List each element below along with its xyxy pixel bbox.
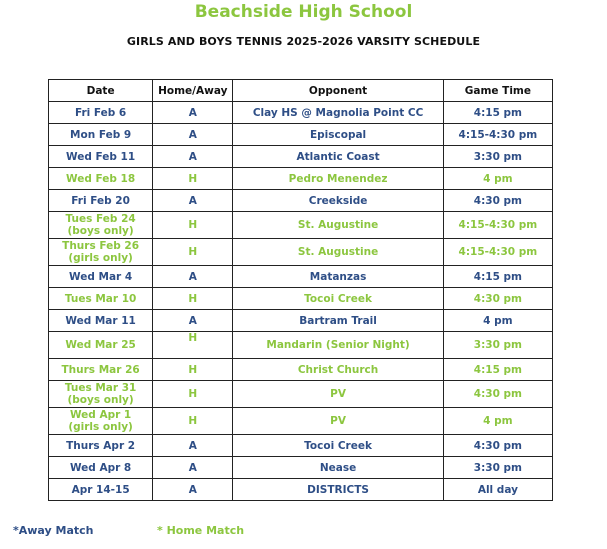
home-away-cell: H <box>153 332 233 359</box>
schedule-body <box>49 102 553 501</box>
home-away-cell: H <box>153 381 233 408</box>
table-row <box>49 102 553 124</box>
opponent-cell: Mandarin (Senior Night) <box>233 332 443 359</box>
table-row <box>49 435 553 457</box>
opponent-cell: Tocoi Creek <box>233 288 443 310</box>
opponent-cell: Atlantic Coast <box>233 146 443 168</box>
date-text: Thurs Apr 2 <box>66 439 136 452</box>
home-away-cell: A <box>153 457 233 479</box>
game-time-cell: 3:30 pm <box>443 457 552 479</box>
game-time-cell: 3:30 pm <box>443 146 552 168</box>
date-cell <box>49 288 153 310</box>
game-time-cell: 4:30 pm <box>443 435 552 457</box>
date-text: Tues Feb 24 <box>65 213 136 225</box>
game-time-cell: 3:30 pm <box>443 332 552 359</box>
date-cell <box>49 479 153 501</box>
home-away-cell: A <box>153 479 233 501</box>
date-cell <box>49 359 153 381</box>
date-cell <box>49 190 153 212</box>
table-row <box>49 332 553 359</box>
date-note: (girls only) <box>68 252 133 264</box>
date-text: Fri Feb 20 <box>71 194 130 207</box>
opponent-cell: Nease <box>233 457 443 479</box>
home-away-cell: H <box>153 168 233 190</box>
column-header-game-time: Game Time <box>443 80 552 102</box>
date-text: Tues Mar 10 <box>64 292 137 305</box>
date-text: Wed Mar 4 <box>69 270 133 283</box>
date-text: Thurs Mar 26 <box>61 363 140 376</box>
date-cell <box>49 381 153 408</box>
date-note: (boys only) <box>67 225 134 237</box>
home-away-cell: A <box>153 266 233 288</box>
date-cell <box>49 332 153 359</box>
opponent-cell: Tocoi Creek <box>233 435 443 457</box>
date-cell <box>49 435 153 457</box>
game-time-cell: All day <box>443 479 552 501</box>
game-time-cell: 4:15-4:30 pm <box>443 212 552 239</box>
date-text: Thurs Feb 26 <box>62 240 140 252</box>
date-text: Wed Apr 8 <box>69 461 132 474</box>
game-time-cell: 4:15 pm <box>443 266 552 288</box>
column-header-opponent: Opponent <box>233 80 443 102</box>
opponent-cell: DISTRICTS <box>233 479 443 501</box>
table-row <box>49 408 553 435</box>
table-row <box>49 479 553 501</box>
table-row <box>49 190 553 212</box>
column-header-home-away: Home/Away <box>153 80 233 102</box>
game-time-cell: 4:15 pm <box>443 359 552 381</box>
date-text: Fri Feb 6 <box>74 106 127 119</box>
home-away-cell: A <box>153 102 233 124</box>
column-header-date: Date <box>49 80 153 102</box>
table-row <box>49 381 553 408</box>
date-cell <box>49 239 153 266</box>
home-away-cell: H <box>153 408 233 435</box>
game-time-cell: 4:15 pm <box>443 102 552 124</box>
legend-home: * Home Match <box>157 524 245 537</box>
home-away-cell: H <box>153 212 233 239</box>
home-away-cell: A <box>153 190 233 212</box>
home-away-cell: H <box>153 359 233 381</box>
table-row <box>49 146 553 168</box>
opponent-cell: St. Augustine <box>233 239 443 266</box>
date-text: Apr 14-15 <box>71 483 130 496</box>
game-time-cell: 4:30 pm <box>443 190 552 212</box>
table-row <box>49 266 553 288</box>
table-row <box>49 310 553 332</box>
opponent-cell: Episcopal <box>233 124 443 146</box>
opponent-cell: Creekside <box>233 190 443 212</box>
school-title: Beachside High School <box>194 2 413 22</box>
date-note: (girls only) <box>68 421 133 433</box>
opponent-cell: Clay HS @ Magnolia Point CC <box>233 102 443 124</box>
table-row <box>49 124 553 146</box>
date-text: Wed Mar 11 <box>65 314 136 327</box>
game-time-cell: 4 pm <box>443 310 552 332</box>
date-text: Wed Feb 18 <box>66 172 136 185</box>
date-text: Wed Mar 25 <box>65 339 136 351</box>
table-row <box>49 168 553 190</box>
home-away-cell: H <box>153 239 233 266</box>
date-cell <box>49 124 153 146</box>
home-away-cell: A <box>153 124 233 146</box>
table-row <box>49 288 553 310</box>
home-away-cell: A <box>153 435 233 457</box>
schedule-subtitle: GIRLS AND BOYS TENNIS 2025-2026 VARSITY SCHEDULE <box>126 35 481 48</box>
game-time-cell: 4:15-4:30 pm <box>443 124 552 146</box>
table-row <box>49 359 553 381</box>
date-cell <box>49 408 153 435</box>
date-text: Wed Apr 1 <box>69 409 132 421</box>
opponent-cell: Bartram Trail <box>233 310 443 332</box>
opponent-cell: PV <box>233 381 443 408</box>
opponent-cell: Christ Church <box>233 359 443 381</box>
date-cell <box>49 310 153 332</box>
opponent-cell: Matanzas <box>233 266 443 288</box>
table-row <box>49 457 553 479</box>
table-row <box>49 239 553 266</box>
date-note: (boys only) <box>67 394 134 406</box>
legend-away: *Away Match <box>13 524 94 537</box>
opponent-cell: PV <box>233 408 443 435</box>
game-time-cell: 4 pm <box>443 408 552 435</box>
date-text: Tues Mar 31 <box>64 382 137 394</box>
home-away-cell: A <box>153 146 233 168</box>
game-time-cell: 4:30 pm <box>443 288 552 310</box>
table-header-row <box>49 80 553 102</box>
game-time-cell: 4 pm <box>443 168 552 190</box>
home-away-cell: A <box>153 310 233 332</box>
schedule-table <box>48 79 553 501</box>
opponent-cell: Pedro Menendez <box>233 168 443 190</box>
date-cell <box>49 102 153 124</box>
date-cell <box>49 212 153 239</box>
home-away-cell: H <box>153 288 233 310</box>
date-cell <box>49 457 153 479</box>
date-text: Mon Feb 9 <box>70 128 132 141</box>
date-cell <box>49 168 153 190</box>
date-cell <box>49 266 153 288</box>
game-time-cell: 4:30 pm <box>443 381 552 408</box>
date-text: Wed Feb 11 <box>66 150 136 163</box>
date-cell <box>49 146 153 168</box>
table-row <box>49 212 553 239</box>
game-time-cell: 4:15-4:30 pm <box>443 239 552 266</box>
opponent-cell: St. Augustine <box>233 212 443 239</box>
